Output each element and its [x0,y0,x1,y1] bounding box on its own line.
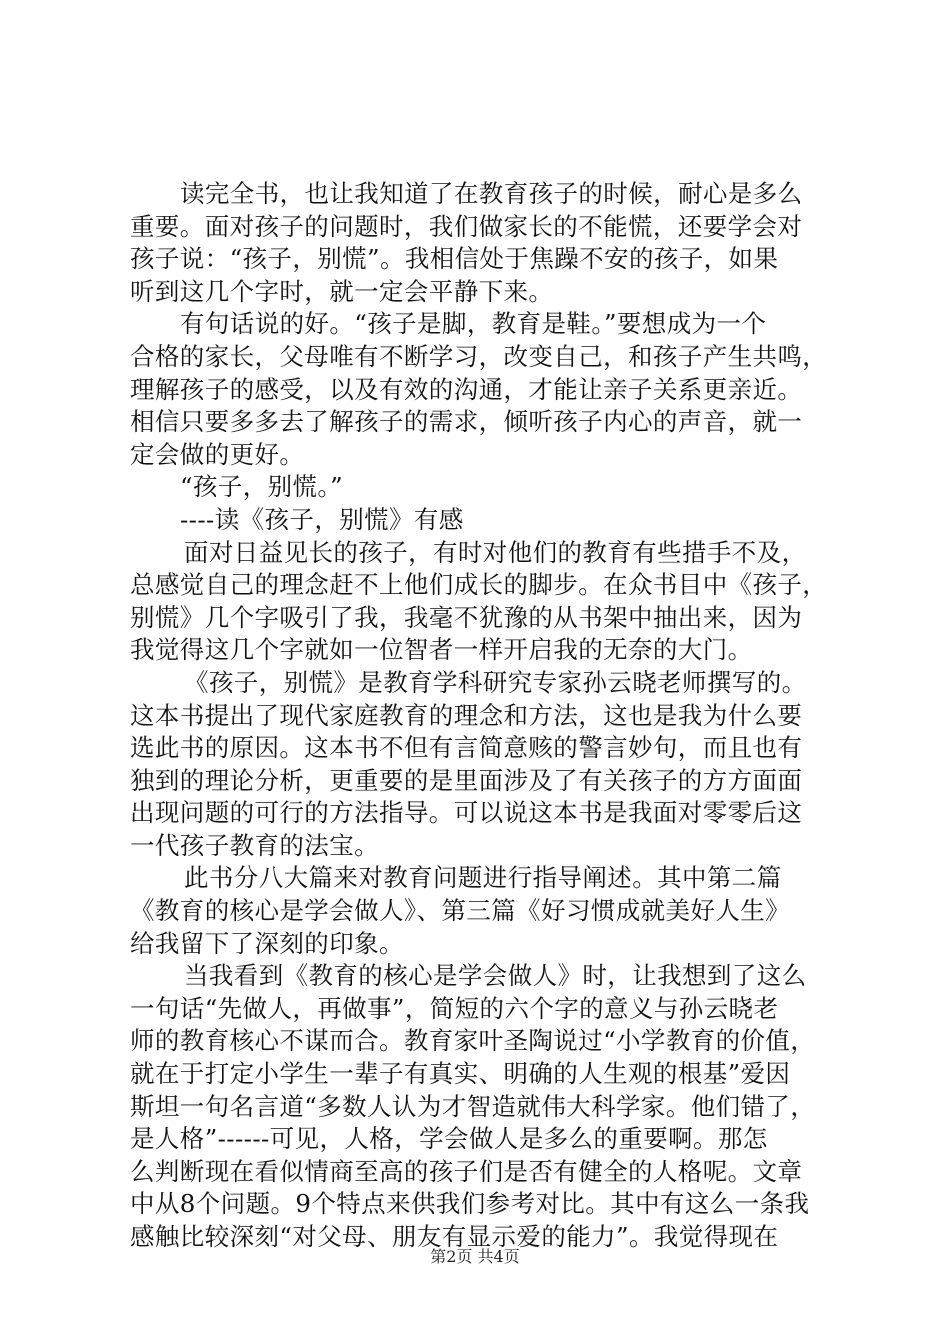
text-line: 一句话“先做人，再做事”，简短的六个字的意义与孙云晓老 [130,993,779,1023]
text-line: 给我留下了深刻的印象。 [130,928,404,958]
section-subtitle: ----读《孩子，别慌》有感 [180,504,464,534]
text-line: 相信只要多多去了解孩子的需求，倾听孩子内心的声音，就一 [130,407,803,437]
text-line: 师的教育核心不谋而合。教育家叶圣陶说过“小学教育的价值， [130,1026,816,1056]
text-line: 有句话说的好。“孩子是脚，教育是鞋。”要想成为一个 [180,309,767,339]
text-line: 这本书提出了现代家庭教育的理念和方法，这也是我为什么要 [130,700,803,730]
text-line: 我觉得这几个字就如一位智者一样开启我的无奈的大门。 [130,635,753,665]
section-title: “孩子，别慌。” [180,472,343,502]
text-line: 听到这几个字时，就一定会平静下来。 [130,276,554,306]
text-line: 么判断现在看似情商至高的孩子们是否有健全的人格呢。文章 [130,1156,803,1186]
text-line: 《孩子，别慌》是教育学科研究专家孙云晓老师撰写的。 [184,667,807,697]
text-line: 独到的理论分析，更重要的是里面涉及了有关孩子的方方面面 [130,765,803,795]
page-number-footer: 第2页 共4页 [430,1247,520,1266]
text-line: 出现问题的可行的方法指导。可以说这本书是我面对零零后这 [130,798,803,828]
text-line: 选此书的原因。这本书不但有言简意赅的警言妙句，而且也有 [130,733,803,763]
text-line: 孩子说：“孩子，别慌”。我相信处于焦躁不安的孩子，如果 [130,244,779,274]
text-line: 重要。面对孩子的问题时，我们做家长的不能慌，还要学会对 [130,211,803,241]
text-line: 此书分八大篇来对教育问题进行指导阐述。其中第二篇 [184,863,782,893]
text-line: 面对日益见长的孩子，有时对他们的教育有些措手不及， [184,537,807,567]
text-line: 定会做的更好。 [130,439,305,469]
text-line: 《教育的核心是学会做人》、第三篇《好习惯成就美好人生》 [130,896,791,926]
text-line: 理解孩子的感受，以及有效的沟通，才能让亲子关系更亲近。 [130,374,803,404]
text-line: 读完全书，也让我知道了在教育孩子的时候，耐心是多么 [180,179,803,208]
text-line: 一代孩子教育的法宝。 [130,830,379,860]
text-line: 就在于打定小学生一辈子有真实、明确的人生观的根基”爱因 [130,1059,791,1089]
text-line: 当我看到《教育的核心是学会做人》时，让我想到了这么 [184,961,807,991]
text-line: 别慌》几个字吸引了我，我毫不犹豫的从书架中抽出来，因为 [130,602,803,632]
text-line: 是人格”------可见，人格，学会做人是多么的重要啊。那怎 [130,1124,768,1154]
text-line: 斯坦一句名言道“多数人认为才智造就伟大科学家。他们错了， [130,1091,816,1121]
text-line: 感触比较深刻“对父母、朋友有显示爱的能力”。我觉得现在 [130,1222,779,1251]
text-line: 合格的家长，父母唯有不断学习，改变自己，和孩子产生共鸣， [130,341,828,371]
text-line: 总感觉自己的理念赶不上他们成长的脚步。在众书目中《孩子， [130,570,828,600]
text-line: 中从8个问题。9个特点来供我们参考对比。其中有这么一条我 [130,1189,810,1219]
document-body [130,178,832,1254]
